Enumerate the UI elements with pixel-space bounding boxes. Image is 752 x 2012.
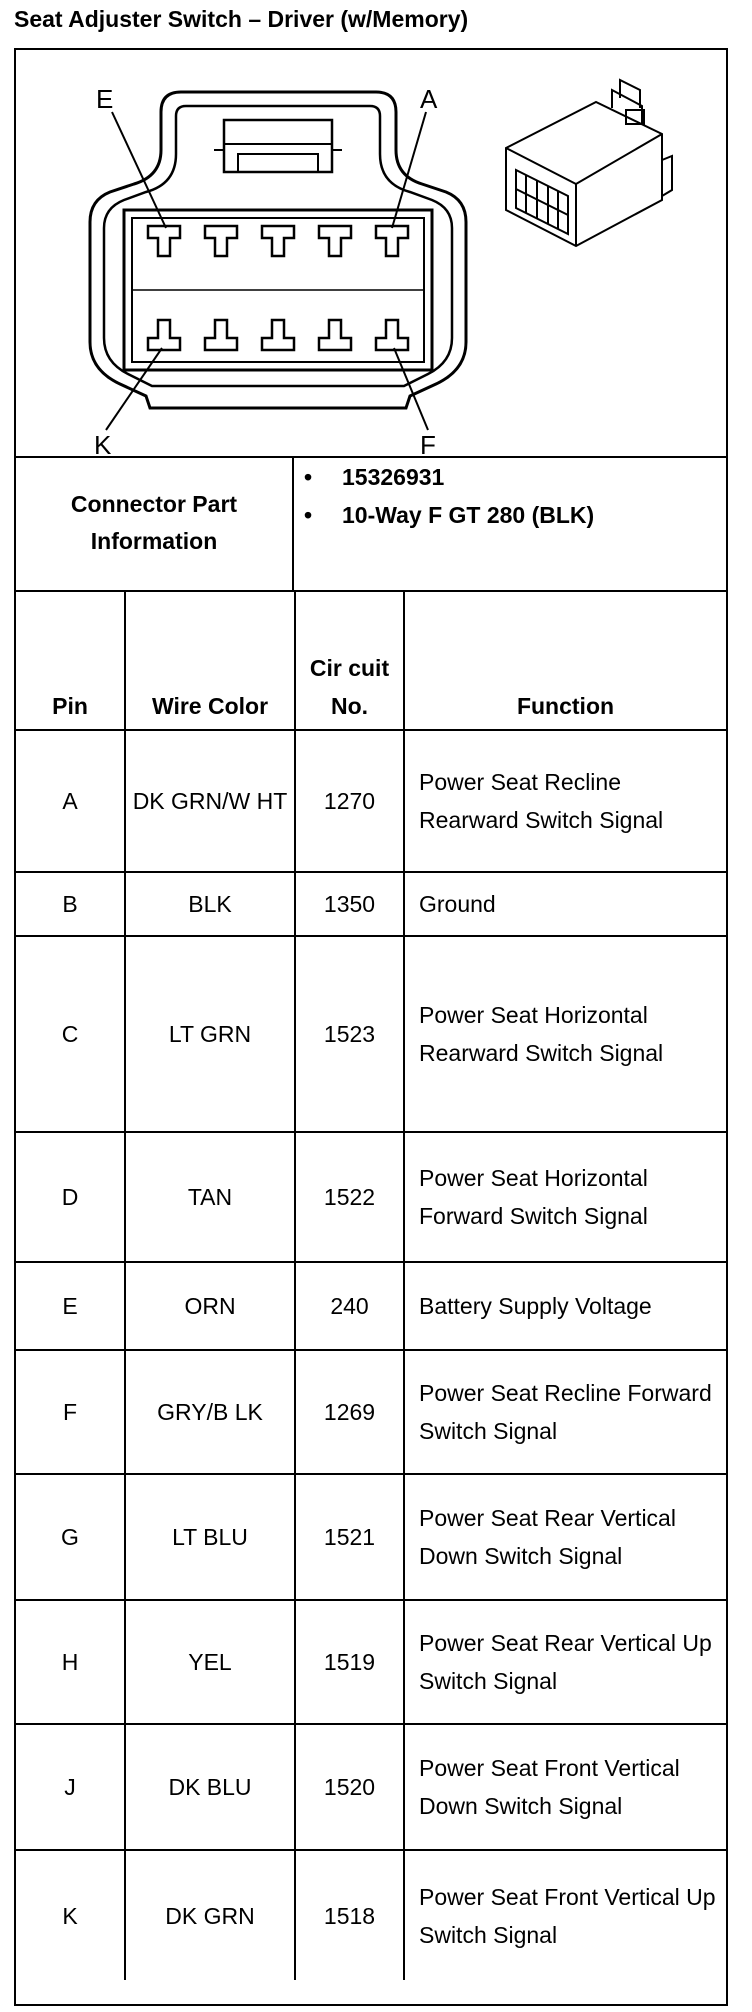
table-header-row xyxy=(16,590,726,730)
cell-pin: E xyxy=(16,1262,125,1350)
cell-function: Power Seat Rear Vertical Up Switch Signal xyxy=(404,1600,726,1724)
cell-pin: G xyxy=(16,1474,125,1600)
cell-wire-color: DK GRN/W HT xyxy=(125,730,295,872)
cell-function: Ground xyxy=(404,872,726,936)
connector-latch xyxy=(224,120,332,172)
cell-wire-color: DK GRN xyxy=(125,1850,295,1980)
cell-wire-color: GRY/B LK xyxy=(125,1350,295,1474)
header-pin: Pin xyxy=(16,590,125,730)
cell-function: Power Seat Front Vertical Down Switch Signal xyxy=(404,1724,726,1850)
cell-pin: B xyxy=(16,872,125,936)
cell-circuit: 1519 xyxy=(295,1600,404,1724)
cell-circuit: 1521 xyxy=(295,1474,404,1600)
cell-circuit: 1522 xyxy=(295,1132,404,1262)
cell-pin: J xyxy=(16,1724,125,1850)
cell-function: Battery Supply Voltage xyxy=(404,1262,726,1350)
cell-function: Power Seat Rear Vertical Down Switch Signal xyxy=(404,1474,726,1600)
cell-function: Power Seat Recline Forward Switch Signal xyxy=(404,1350,726,1474)
connector-info-list xyxy=(298,458,718,534)
cell-pin: D xyxy=(16,1132,125,1262)
cell-pin: F xyxy=(16,1350,125,1474)
cell-wire-color: BLK xyxy=(125,872,295,936)
header-wire-color: Wire Color xyxy=(125,590,295,730)
pinout-table xyxy=(16,590,726,1980)
table-row xyxy=(16,1350,726,1474)
cell-circuit: 240 xyxy=(295,1262,404,1350)
cell-function: Power Seat Horizontal Rearward Switch Signal xyxy=(404,936,726,1132)
table-row xyxy=(16,1132,726,1262)
pin-label-a: A xyxy=(420,84,438,114)
pin-label-k: K xyxy=(94,430,112,456)
table-row xyxy=(16,1600,726,1724)
cell-wire-color: LT BLU xyxy=(125,1474,295,1600)
terminal-row-bottom xyxy=(148,320,408,350)
cell-pin: C xyxy=(16,936,125,1132)
header-circuit-number: Cir cuit No. xyxy=(295,590,404,730)
cell-circuit: 1520 xyxy=(295,1724,404,1850)
cell-circuit: 1518 xyxy=(295,1850,404,1980)
cell-wire-color: YEL xyxy=(125,1600,295,1724)
table-row xyxy=(16,730,726,872)
cell-function: Power Seat Recline Rearward Switch Signal xyxy=(404,730,726,872)
cell-circuit: 1523 xyxy=(295,936,404,1132)
cell-function: Power Seat Horizontal Forward Switch Signal xyxy=(404,1132,726,1262)
cell-circuit: 1270 xyxy=(295,730,404,872)
cell-wire-color: ORN xyxy=(125,1262,295,1350)
table-row xyxy=(16,872,726,936)
table-row xyxy=(16,1850,726,1980)
connector-isometric-illustration xyxy=(506,80,672,246)
connector-type: • 10-Way F GT 280 (BLK) xyxy=(304,502,595,528)
cell-pin: K xyxy=(16,1850,125,1980)
cell-pin: H xyxy=(16,1600,125,1724)
pin-label-f: F xyxy=(420,430,436,456)
connector-housing-inner xyxy=(104,106,452,386)
table-row xyxy=(16,1474,726,1600)
cell-wire-color: DK BLU xyxy=(125,1724,295,1850)
connector-info-label: Connector Part Information xyxy=(16,456,294,590)
table-row xyxy=(16,1262,726,1350)
connector-diagram xyxy=(16,50,726,458)
cell-circuit: 1269 xyxy=(295,1350,404,1474)
cell-pin: A xyxy=(16,730,125,872)
cell-wire-color: LT GRN xyxy=(125,936,295,1132)
pin-label-e: E xyxy=(96,84,114,114)
connector-part-number: • 15326931 xyxy=(304,464,445,490)
cell-function: Power Seat Front Vertical Up Switch Signal xyxy=(404,1850,726,1980)
table-row xyxy=(16,1724,726,1850)
connector-housing-outline xyxy=(90,92,466,408)
cell-wire-color: TAN xyxy=(125,1132,295,1262)
table-row xyxy=(16,936,726,1132)
terminal-row-top xyxy=(148,226,408,256)
connector-part-information xyxy=(16,456,726,592)
page-title: Seat Adjuster Switch – Driver (w/Memory) xyxy=(14,6,469,32)
cell-circuit: 1350 xyxy=(295,872,404,936)
header-function: Function xyxy=(404,590,726,730)
connector-sheet xyxy=(14,48,728,2006)
connector-face-illustration xyxy=(16,50,726,456)
